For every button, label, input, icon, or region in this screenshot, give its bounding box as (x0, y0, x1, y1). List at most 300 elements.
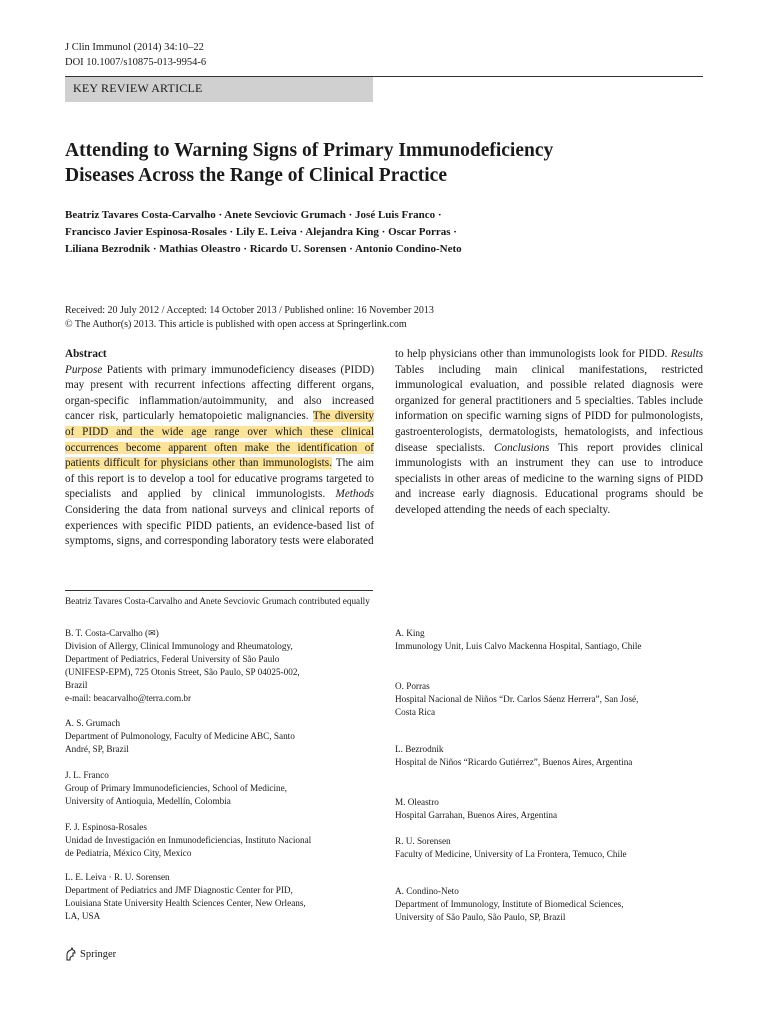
purpose-text-continued: develop (150, 472, 186, 485)
title-line-1: Attending to Warning Signs of Primary Immunodeficiency (65, 140, 554, 161)
methods-text: of (364, 503, 374, 516)
conclusions-text (537, 488, 544, 500)
results-text (482, 426, 489, 438)
highlighted-text[interactable] (237, 442, 244, 454)
highlighted-text[interactable]: other (212, 457, 236, 470)
purpose-text-continued (137, 488, 147, 500)
results-text (647, 364, 661, 376)
results-text: signs (545, 410, 569, 423)
results-text (424, 364, 438, 376)
purpose-text-continued: specialists (65, 488, 111, 501)
results-text: pulmonologists, (631, 410, 704, 423)
conclusions-text: be (692, 488, 704, 501)
results-text: including (438, 363, 481, 376)
conclusions-text: developed (395, 503, 441, 516)
purpose-label: Purpose (65, 363, 103, 376)
affiliation-block (65, 821, 365, 860)
affiliation-block (65, 717, 365, 756)
methods-text: reports (329, 503, 361, 516)
purpose-text-continued: to (365, 472, 375, 485)
results-text: Tables (637, 394, 667, 407)
results-text: related (594, 379, 625, 392)
results-text: include (670, 394, 703, 407)
purpose-text-continued: tool (197, 472, 215, 485)
methods-text: list (346, 519, 361, 532)
conclusions-text: clinical (670, 441, 704, 454)
methods-text: physicians (429, 348, 477, 360)
highlighted-text[interactable]: apparent (168, 441, 207, 454)
methods-text: and (271, 503, 288, 516)
conclusions-text: they (571, 457, 591, 470)
conclusions-text: with (469, 457, 490, 470)
affiliation-line: Department of Pulmonology, Faculty of Medicine ABC, Santo (65, 731, 295, 741)
purpose-text-continued (202, 488, 212, 500)
affiliation-author: L. E. Leiva · R. U. Sorensen (65, 872, 170, 882)
highlighted-text[interactable] (333, 426, 341, 438)
affiliation-block (65, 627, 365, 705)
purpose-text (267, 395, 277, 407)
affiliation-line: Costa Rica (395, 707, 436, 717)
results-text: specialties. (584, 394, 634, 407)
conclusions-text: This (558, 441, 578, 454)
conclusions-text (661, 442, 670, 454)
conclusions-text: to (567, 472, 577, 485)
affiliation-author: O. Porras (395, 681, 430, 691)
results-text: on (451, 410, 463, 423)
results-text: 5 (575, 394, 581, 407)
abstract-heading: Abstract (65, 348, 107, 360)
affiliation-line: Immunology Unit, Luis Calvo Mackenna Hospital, Santiago, Chile (395, 641, 642, 651)
highlighted-text[interactable]: the (140, 425, 154, 438)
affiliation-author: A. S. Grumach (65, 718, 121, 728)
conclusions-text: report (586, 441, 614, 454)
highlighted-text[interactable]: occurrences (65, 441, 119, 454)
methods-text: corresponding (164, 535, 229, 548)
purpose-text-continued: immunologists. (255, 488, 326, 501)
highlighted-text[interactable]: make (244, 441, 269, 454)
highlighted-text[interactable]: for (143, 457, 157, 470)
received-accepted-published: Received: 20 July 2012 / Accepted: 14 October 2013 / Published online: 16 November 2013 (65, 305, 434, 316)
conclusions-text (455, 488, 462, 500)
highlighted-text[interactable]: patients (65, 457, 100, 470)
conclusions-text: of (664, 472, 674, 485)
conclusions-text: Educational (544, 488, 599, 501)
author-line: Beatriz Tavares Costa-Carvalho · Anete Sevciovic Grumach · José Luis Franco · (65, 209, 442, 221)
affiliation-line[interactable]: e-mail: beacarvalho@terra.com.br (65, 693, 192, 703)
highlighted-text[interactable]: than (239, 457, 259, 470)
methods-text: an (258, 519, 269, 532)
conclusions-text (614, 457, 622, 469)
results-text: for (614, 410, 628, 423)
conclusions-text (489, 457, 497, 469)
results-text: warning (504, 410, 542, 423)
purpose-text: malignancies. (246, 410, 309, 423)
conclusions-text: to (644, 457, 653, 470)
results-text: organized (395, 394, 439, 407)
methods-text: PIDD (185, 519, 212, 532)
methods-text: from (165, 503, 188, 516)
affiliation-line: Department of Pediatrics, Federal University of São Paulo (65, 654, 280, 664)
methods-text: patients, (216, 519, 254, 532)
highlighted-text[interactable]: The (312, 410, 331, 423)
results-text: manifestations, (579, 363, 648, 376)
springer-horse-icon (65, 947, 77, 961)
author-line: Francisco Javier Espinosa-Rosales · Lily E. Leiva · Alejandra King · Oscar Porras · (65, 226, 457, 238)
purpose-text-continued: of (65, 472, 75, 485)
journal-reference (65, 40, 206, 70)
results-text (565, 364, 579, 376)
purpose-text: infections (201, 379, 246, 392)
affiliation-line: Division of Allergy, Clinical Immunology and Rheumatology, (65, 641, 293, 651)
results-text: diagnosis (631, 379, 675, 392)
conclusions-text (411, 488, 418, 500)
conclusions-text: medicine (522, 472, 564, 485)
affiliation-line: Department of Immunology, Institute of Biomedical Sciences, (395, 899, 624, 909)
methods-text: than (506, 348, 526, 360)
affiliation-line: LA, USA (65, 911, 101, 921)
methods-text: tests (279, 535, 300, 548)
results-text: specific (466, 410, 502, 423)
highlighted-text[interactable] (290, 442, 297, 454)
purpose-text: diseases (299, 363, 337, 376)
affiliation-line: Hospital Nacional de Niños “Dr. Carlos Sáenz Herrera”, San José, (395, 694, 639, 704)
purpose-text: affecting (251, 379, 292, 392)
article-type-banner: KEY REVIEW ARTICLE (65, 77, 373, 102)
conclusions-text: the (579, 472, 594, 485)
affiliation-line: Faculty of Medicine, University of La Frontera, Temuco, Chile (395, 849, 627, 859)
affiliation-line: Group of Primary Immunodeficiencies, School of Medicine, (65, 783, 287, 793)
highlighted-text[interactable] (357, 442, 364, 454)
purpose-text: present (90, 379, 123, 392)
purpose-text: recurrent (154, 379, 196, 392)
affiliation-author: J. L. Franco (65, 770, 109, 780)
affiliation-author: M. Oleastro (395, 797, 439, 807)
results-text (463, 379, 470, 391)
affiliation-line: Hospital de Niños “Ricardo Gutiérrez”, Buenos Aires, Argentina (395, 757, 633, 767)
title-line-2: Diseases Across the Range of Clinical Practice (65, 165, 447, 186)
affiliation-block (395, 885, 705, 924)
purpose-text-continued: a (188, 472, 194, 485)
conclusions-text (685, 488, 692, 500)
conclusions-text (563, 457, 571, 469)
affiliation-line: Hospital Garrahan, Buenos Aires, Argentina (395, 810, 558, 820)
purpose-text-continued: this (77, 472, 94, 485)
conclusions-text: needs (504, 503, 531, 516)
methods-text: were (302, 535, 325, 548)
highlighted-text[interactable]: physicians (160, 457, 209, 470)
purpose-text: different (297, 379, 336, 392)
conclusions-text: introduce (660, 457, 703, 470)
methods-text: data (142, 503, 162, 516)
methods-text: evidence-based (273, 519, 343, 532)
results-text (587, 379, 594, 391)
methods-text: national (191, 503, 228, 516)
purpose-text: also (303, 394, 322, 407)
highlighted-text[interactable]: diversity (334, 410, 374, 423)
journal-citation: J Clin Immunol (2014) 34:10–22 (65, 42, 204, 53)
author-line: Liliana Bezrodnik · Mathias Oleastro · Ricardo U. Sorensen · Antonio Condino-Neto (65, 243, 462, 255)
publication-dates (65, 304, 705, 332)
highlighted-text[interactable] (132, 426, 140, 438)
methods-text: symptoms, (65, 535, 114, 548)
purpose-text-continued: aim (357, 457, 374, 470)
results-text: clinical (531, 363, 565, 376)
conclusions-text: can (598, 457, 614, 470)
affiliation-block (395, 835, 705, 861)
highlighted-text[interactable] (74, 426, 82, 438)
purpose-text-continued (181, 488, 191, 500)
results-text: and (636, 425, 653, 438)
purpose-text: inflammation/autoimmunity, (138, 394, 268, 407)
conclusions-text: warning (597, 472, 634, 485)
affiliation-author: L. Bezrodnik (395, 744, 444, 754)
results-text: PIDD (584, 410, 611, 423)
methods-text: experiences (65, 519, 118, 532)
conclusions-text: diagnosis. (492, 488, 538, 501)
methods-text: help (407, 348, 427, 360)
affiliation-line: (UNIFESP-EPM), 725 Otonis Street, São Paulo, SP 04025-002, (65, 667, 300, 677)
affiliation-block (395, 680, 705, 719)
purpose-text: organ-specific (65, 394, 129, 407)
results-text (624, 379, 631, 391)
purpose-text: with (146, 363, 167, 376)
results-text (517, 364, 531, 376)
highlighted-text[interactable]: clinical (341, 425, 375, 438)
publisher-footer (65, 947, 116, 961)
conclusions-text: instrument (515, 457, 564, 470)
purpose-text: may (65, 379, 85, 392)
conclusions-text: of (532, 503, 543, 516)
conclusions-text: immunologists (395, 457, 462, 470)
highlighted-text[interactable] (207, 426, 215, 438)
purpose-text-continued: report (97, 472, 124, 485)
conclusions-text: should (655, 488, 686, 501)
highlighted-text[interactable]: difficult (103, 457, 140, 470)
highlighted-text[interactable]: range (214, 425, 240, 438)
conclusions-text: early (462, 488, 485, 501)
methods-text: to (395, 348, 404, 360)
results-text: for (442, 394, 456, 407)
purpose-text: hematopoietic (178, 410, 243, 423)
conclusions-text (590, 457, 598, 469)
affiliation-line: University of São Paulo, São Paulo, SP, Brazil (395, 912, 566, 922)
methods-text: for (622, 348, 636, 360)
purpose-text: increased (331, 394, 375, 407)
affiliation-line: de Pediatría, México City, Mexico (65, 848, 192, 858)
purpose-text-continued: for (217, 472, 231, 485)
results-text: hematologists, (564, 425, 630, 438)
affiliation-block (65, 871, 365, 923)
purpose-text-continued: educative (234, 472, 278, 485)
methods-text: with (122, 519, 143, 532)
methods-text: look (598, 348, 619, 360)
results-text (481, 364, 495, 376)
highlighted-text[interactable] (108, 426, 116, 438)
methods-text: and (145, 535, 162, 548)
results-text: gastroenterologists, (395, 425, 483, 438)
results-text: immunological (395, 379, 463, 392)
results-text: Tables (395, 363, 425, 376)
methods-text: other (480, 348, 504, 360)
results-text (427, 442, 436, 454)
purpose-text: and (277, 394, 294, 407)
purpose-text-continued: applied (147, 488, 181, 501)
purpose-text (293, 395, 303, 407)
highlighted-text[interactable]: these (310, 425, 334, 438)
highlighted-text[interactable]: identification (297, 441, 358, 454)
highlighted-text[interactable]: often (214, 441, 238, 454)
doi[interactable]: DOI 10.1007/s10875-013-9954-6 (65, 57, 207, 68)
conclusions-text (653, 457, 661, 469)
highlighted-text[interactable] (154, 426, 162, 438)
highlighted-text[interactable] (118, 442, 125, 454)
results-text: information (395, 410, 448, 423)
methods-text: clinical (291, 503, 325, 516)
results-text (652, 426, 659, 438)
abstract-body-part-1 (65, 363, 374, 550)
highlighted-text[interactable]: the (276, 441, 291, 454)
affiliation-author: A. King (395, 628, 425, 638)
conclusions-label: Conclusions (494, 441, 550, 454)
purpose-text: immunodeficiency (210, 363, 295, 376)
conclusions-text: increase (418, 488, 456, 501)
methods-text: Considering (65, 503, 120, 516)
results-text: main (495, 363, 518, 376)
results-text (519, 379, 526, 391)
purpose-text-continued (246, 488, 256, 500)
abstract-column-left (65, 347, 374, 550)
purpose-text: cancer (65, 410, 95, 423)
highlighted-text[interactable]: wide (161, 425, 184, 438)
affiliation-block (395, 743, 705, 769)
results-text: specialists. (436, 441, 486, 454)
highlighted-text[interactable]: age (191, 425, 207, 438)
article-title (65, 138, 705, 188)
purpose-text: primary (171, 363, 207, 376)
purpose-text-continued (111, 488, 121, 500)
purpose-text-continued: programs (280, 472, 323, 485)
highlighted-text[interactable]: become (125, 441, 161, 454)
methods-label: Methods (335, 488, 375, 501)
affiliation-line: Louisiana State University Health Sciences Center, New Orleans, (65, 898, 306, 908)
highlighted-text[interactable]: of (364, 441, 375, 454)
purpose-text: particularly (122, 410, 175, 423)
purpose-text: with (128, 379, 149, 392)
methods-text: PIDD. (638, 348, 668, 360)
highlighted-text[interactable]: over (247, 425, 268, 438)
conclusions-text: attending (443, 503, 486, 516)
affiliation-author: A. Condino-Neto (395, 886, 459, 896)
copyright-notice: © The Author(s) 2013. This article is published with open access at Springerlink.com (65, 319, 407, 330)
results-text: and (555, 394, 572, 407)
affiliation-author: R. U. Sorensen (395, 836, 451, 846)
affiliation-line: University of Antioquia, Medellín, Colombia (65, 796, 231, 806)
methods-text: the (124, 503, 138, 516)
purpose-text: Patients (106, 363, 143, 376)
affiliation-author: F. J. Espinosa-Rosales (65, 822, 147, 832)
abstract-body-part-2 (395, 347, 703, 519)
conclusions-text (614, 442, 623, 454)
conclusions-text: specialty. (568, 503, 611, 516)
highlighted-text[interactable]: immunologists. (262, 457, 332, 470)
results-text: general (459, 394, 493, 407)
methods-text: elaborated (327, 535, 374, 548)
conclusions-text (578, 442, 587, 454)
methods-text: laboratory (230, 535, 277, 548)
affiliation-block (395, 796, 705, 822)
highlighted-text[interactable] (259, 457, 263, 469)
highlighted-text[interactable]: and (116, 425, 133, 438)
purpose-text: organs, (341, 379, 375, 392)
results-label: Results (670, 348, 704, 360)
results-text: evaluation, (470, 379, 520, 392)
conclusions-text: and (395, 488, 412, 501)
affiliation-line: Brazil (65, 680, 88, 690)
affiliation-line: Department of Pediatrics and JMF Diagnostic Center for PID, (65, 885, 293, 895)
conclusions-text: each (545, 503, 566, 516)
methods-text: signs, (116, 535, 143, 548)
conclusions-text (549, 442, 558, 454)
affiliation-line: André, SP, Brazil (65, 744, 129, 754)
conclusions-text: programs (605, 488, 648, 501)
results-text: were (681, 379, 704, 392)
purpose-text: (PIDD) (340, 363, 375, 376)
results-text: and (526, 379, 543, 392)
results-text: of (571, 410, 582, 423)
footnote-rule (65, 590, 373, 591)
highlighted-text[interactable]: of (65, 425, 75, 438)
purpose-text (322, 395, 332, 407)
purpose-text-continued: by (191, 488, 203, 501)
purpose-text-continued: targeted (326, 472, 362, 485)
conclusions-text: areas (483, 472, 507, 485)
author-list (65, 207, 705, 258)
abstract-column-right (395, 347, 703, 519)
conclusions-text: PIDD (676, 472, 704, 485)
conclusions-text: specialists (395, 472, 441, 485)
equal-contribution-note: Beatriz Tavares Costa-Carvalho and Anete Sevciovic Grumach contributed equally (65, 596, 370, 606)
methods-text: surveys (232, 503, 267, 516)
purpose-text-continued: clinical (212, 488, 246, 501)
results-text: practitioners (495, 394, 552, 407)
methods-text: of (364, 519, 375, 532)
purpose-text: risk, (98, 410, 119, 423)
purpose-text-continued: and (121, 488, 138, 501)
affiliation-block (65, 769, 365, 808)
conclusions-text: an (497, 457, 508, 470)
purpose-text-continued: to (138, 472, 147, 485)
methods-text: specific (146, 519, 182, 532)
affiliation-author: B. T. Costa-Carvalho (✉) (65, 628, 159, 638)
methods-text: immunologists (529, 348, 596, 360)
results-text: dermatologists, (489, 425, 558, 438)
highlighted-text[interactable] (267, 426, 275, 438)
purpose-text-continued: The (335, 457, 354, 470)
highlighted-text[interactable]: PIDD (82, 425, 109, 438)
results-text: disease (395, 441, 428, 454)
highlighted-text[interactable]: which (275, 425, 303, 438)
affiliation-block (395, 627, 705, 653)
conclusions-text: of (510, 472, 520, 485)
results-text: restricted (661, 363, 704, 376)
publisher-name: Springer (80, 948, 117, 960)
conclusions-text: use (621, 457, 637, 470)
conclusions-text (598, 488, 605, 500)
conclusions-text: provides (622, 441, 662, 454)
conclusions-text: in (444, 472, 454, 485)
affiliation-line: Unidad de Investigación en Inmunodeficiencias, Instituto Nacional (65, 835, 312, 845)
conclusions-text: the (488, 503, 502, 516)
